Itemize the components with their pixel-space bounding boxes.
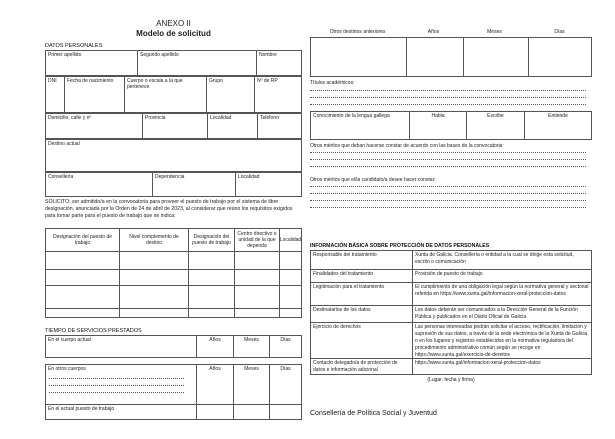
puestos-header-designacion-1: Designación del puesto de trabajo [53, 234, 112, 246]
meritos-bases-label: Otros méritos que deban hacerse constar de acuerdo con las bases de la convocatoria: [310, 143, 504, 149]
field-segundo-apellido: Segundo apellido [137, 51, 256, 75]
empty-cell [46, 309, 119, 318]
table-row [46, 285, 301, 308]
header-anos: Años [196, 365, 233, 404]
empty-cell [46, 252, 119, 269]
proteccion-row-label: Finalidades del tratamiento [313, 271, 374, 277]
section-datos-personales: DATOS PERSONALES [45, 43, 103, 49]
proteccion-row-value: Provisión de puesto de trabajo [412, 270, 591, 282]
field-conselleria: Consellería [48, 174, 74, 180]
empty-cell [233, 405, 269, 419]
proteccion-row-value: Las personas interesadas podrán solicitar el acceso, rectificación, limitación y supresión de sus datos, a través de la sede electrónica de la Xunta de Galicia o en los lugares y registros establecidos en la normativa reguladora del procedimiento administrativo común según se recoge en https://www.xunta.gal/exercicio-de-dereitos [412, 323, 591, 358]
table-apellidos [45, 50, 302, 76]
field-actual-puesto: En el actual puesto de trabajo [48, 406, 115, 412]
empty-cell [119, 270, 188, 285]
dotted-line [310, 193, 586, 194]
proteccion-datos-title: INFORMACIÓN BÁSICA SOBRE PROTECCIÓN DE DATOS PERSONALES [310, 243, 490, 249]
header-dias: Días [554, 29, 565, 35]
proteccion-row-label: Contacto delegado/a de protección de datos e información adicional [313, 360, 398, 373]
table-row [46, 251, 301, 269]
header-habla: Habla [409, 112, 466, 139]
puestos-header-localidad: Localidad [279, 229, 301, 251]
field-fecha-nacimiento: Fecha de nacimiento [64, 77, 124, 112]
dotted-line [49, 378, 184, 379]
dotted-line [310, 104, 586, 105]
header-meses: Meses [233, 336, 269, 357]
proteccion-row-value: https://www.xunta.gal/informacion-xeral-proteccion-datos [412, 359, 591, 374]
empty-cell [406, 38, 463, 76]
proteccion-row-label: Responsable del tratamiento [313, 252, 377, 258]
field-grupo: Grupo [206, 77, 254, 112]
header-anos: Años [196, 336, 233, 357]
header-dias: Días [269, 336, 301, 357]
section-tiempo-servicios: TIEMPO DE SERVICIOS PRESTADOS [45, 328, 142, 334]
dotted-line [49, 392, 184, 393]
header-anos: Años [427, 29, 440, 35]
field-primer-apellido: Primer apellido [48, 52, 82, 58]
field-lengua-gallega: Conocimiento de la lengua gallega [313, 113, 390, 119]
dotted-line [310, 90, 586, 91]
empty-cell [46, 286, 119, 308]
form-title-anexo: ANEXO II [156, 19, 191, 28]
empty-cell [196, 405, 233, 419]
empty-cell [528, 38, 591, 76]
table-row [46, 269, 301, 285]
proteccion-row-value: El cumplimiento de una obligación legal según la normativa general y sectorial referida en https://www.xunta.gal/informacion-xeral-proteccion-datos [412, 283, 591, 305]
lugar-fecha-firma-label: (Lugar, fecha y firma) [427, 377, 475, 383]
proteccion-row-value: Los datos deberán ser comunicados a la Dirección General de la Función Pública y publicados en el Diario Oficial de Galicia [412, 306, 591, 322]
footer-conselleria: Consellería de Política Social y Juventud [310, 410, 437, 417]
field-destino-actual: Destino actual [48, 141, 80, 147]
table-destino-actual [45, 139, 302, 172]
dotted-line [310, 186, 586, 187]
empty-cell [188, 270, 234, 285]
empty-cell [279, 252, 301, 269]
dotted-line [49, 385, 184, 386]
empty-cell [119, 252, 188, 269]
empty-cell [269, 405, 301, 419]
titulos-academicos-label: Títulos académicos: [310, 80, 355, 86]
empty-cell [311, 38, 406, 76]
table-dni [45, 76, 302, 113]
header-meses: Meses [233, 365, 269, 404]
empty-cell [463, 38, 528, 76]
proteccion-row-label: Destinatarios de los datos [313, 307, 371, 313]
empty-cell [46, 270, 119, 285]
empty-cell [188, 286, 234, 308]
solicito-paragraph: SOLICITO: ser admitido/a en la convocatoria para proveer el puesto de trabajo por el sistema de libre designación, anunciada por la Orden de 24 de abril de 2023, al considerar que reúno los requisitos exigidos para tomar parte para el puesto de trabajo que se indica: [45, 199, 293, 220]
empty-cell [119, 286, 188, 308]
dotted-line [310, 152, 586, 153]
proteccion-row-label: Legitimación para el tratamiento [313, 284, 385, 290]
puestos-header-designacion-2: Designación del puesto de trabajo [188, 229, 234, 251]
header-entiende: Entiende [524, 112, 591, 139]
empty-cell [279, 309, 301, 318]
header-escribe: Escribe [466, 112, 524, 139]
proteccion-row-value: Xunta de Galicia. Consellería o entidad a la cual se dirige esta solicitud, escrito o comunicación [412, 251, 591, 269]
table-otros-destinos [310, 37, 592, 77]
meritos-candidato-label: Otros méritos que el/la candidato/a desee hacer constar: [310, 177, 436, 183]
empty-cell [279, 270, 301, 285]
empty-cell [234, 252, 279, 269]
dotted-line [310, 200, 586, 201]
puestos-header-nivel: Nivel complemento de destino [119, 229, 188, 251]
table-cuerpo-actual [45, 335, 302, 358]
header-dias: Días [269, 365, 301, 404]
table-puestos [45, 228, 302, 318]
empty-cell [234, 309, 279, 318]
otros-cuerpos-label: En otros cuerpos [48, 366, 86, 372]
empty-cell [279, 286, 301, 308]
field-provincia: Provincia [142, 114, 207, 138]
empty-cell [234, 270, 279, 285]
empty-cell [119, 309, 188, 318]
header-meses: Meses [487, 29, 502, 35]
empty-cell [188, 309, 234, 318]
empty-cell [188, 252, 234, 269]
field-cuerpo-escala: Cuerpo o escala a la que pertenece [124, 77, 206, 112]
dotted-line [310, 97, 586, 98]
dotted-line [310, 159, 586, 160]
dotted-line [310, 166, 586, 167]
otros-destinos-label: Otros destinos anteriores [329, 29, 386, 35]
field-dni: DNI [48, 78, 57, 84]
table-conselleria [45, 172, 302, 197]
field-localidad: Localidad [207, 114, 257, 138]
form-subtitle: Modelo de solicitud [136, 29, 211, 38]
field-num-rp: Nº de RP [254, 77, 301, 112]
puestos-header-centro: Centro directivo o unidad de la que dependa [234, 229, 279, 251]
proteccion-row-label: Ejercicio de derechos [313, 324, 361, 330]
table-lengua-gallega [310, 111, 592, 140]
empty-cell [234, 286, 279, 308]
table-row [46, 308, 301, 318]
table-domicilio [45, 113, 302, 139]
field-cuerpo-actual: En el cuerpo actual [48, 337, 91, 343]
field-telefono: Teléfono [257, 114, 301, 138]
field-nombre: Nombre [256, 51, 301, 75]
table-proteccion-datos [310, 250, 592, 375]
table-otros-cuerpos [45, 364, 302, 420]
field-localidad-dependencia: Localidad [235, 173, 301, 196]
field-dependencia: Dependencia [152, 173, 235, 196]
dotted-line [310, 207, 586, 208]
field-otros-cuerpos [46, 365, 196, 404]
field-domicilio: Domicilio, calle y nº [48, 115, 92, 121]
